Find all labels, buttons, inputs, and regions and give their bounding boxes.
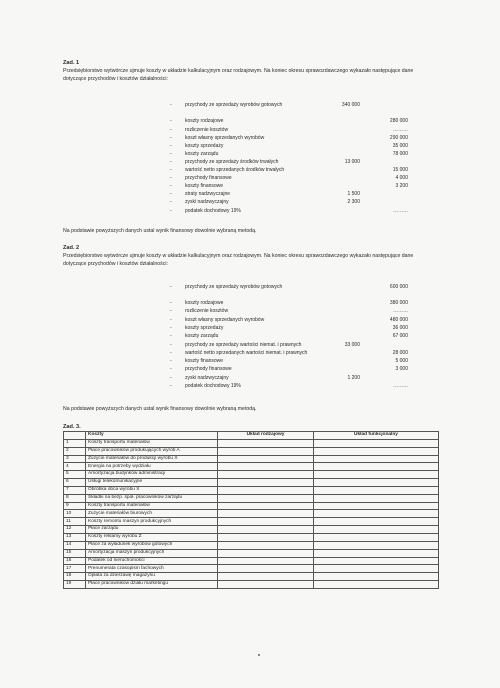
row-number: 18 [64, 573, 86, 581]
item-dash: - [170, 199, 172, 205]
table-row [64, 471, 439, 479]
item-a1: 33 000 [344, 342, 360, 348]
header-koszty: Koszty [86, 432, 218, 440]
item-a2: 600 000 [389, 284, 408, 290]
item-a1: 1 500 [347, 191, 360, 197]
table-row [64, 439, 439, 447]
table-row [64, 510, 439, 518]
row-uklad-rodzajowy-cell[interactable] [218, 573, 314, 581]
scan-speck [258, 654, 260, 656]
row-uklad-funkcjonalny-cell[interactable] [314, 455, 439, 463]
row-uklad-rodzajowy-cell[interactable] [218, 533, 314, 541]
row-cost-name: Płace za wyładunek wyrobów gotowych [86, 541, 218, 549]
row-uklad-rodzajowy-cell[interactable] [218, 455, 314, 463]
list-item [170, 134, 470, 142]
item-a2: 78 000 [392, 151, 408, 157]
row-number: 10 [64, 510, 86, 518]
row-uklad-funkcjonalny-cell[interactable] [314, 486, 439, 494]
item-a2: ……… [393, 308, 408, 314]
item-a2: 28 000 [392, 350, 408, 356]
row-number: 13 [64, 533, 86, 541]
list-item [170, 158, 470, 166]
row-cost-name: Koszty reklamy wyrobu Z [86, 533, 218, 541]
item-a2: 480 000 [389, 317, 408, 323]
row-uklad-rodzajowy-cell[interactable] [218, 526, 314, 534]
list-item [170, 142, 470, 150]
item-a2: 3 200 [395, 183, 408, 189]
item-a2: 290 000 [389, 135, 408, 141]
table-row [64, 573, 439, 581]
item-a2: ……… [393, 383, 408, 389]
list-item [170, 382, 470, 390]
row-cost-name: Opłata za dzierżawę magazynu [86, 573, 218, 581]
item-label: przychody finansowe [185, 175, 232, 181]
row-uklad-rodzajowy-cell[interactable] [218, 502, 314, 510]
header-number [64, 432, 86, 440]
item-a2: 5 000 [395, 358, 408, 364]
list-item [170, 349, 470, 357]
item-a1: 2 300 [347, 199, 360, 205]
row-cost-name: Usługi telekomunikacyjne [86, 479, 218, 487]
task1-intro: Przedsiębiorstwo wytwórcze ujmuje koszty w układzie kalkulacyjnym oraz rodzajowym. Na koniec okresu sprawozdawczego wykazało następujące dane dotyczące przychodów i kosztów działalności: [63, 68, 414, 82]
row-number: 6 [64, 479, 86, 487]
item-dash: - [170, 366, 172, 372]
table-header-row [64, 432, 439, 440]
list-item [170, 117, 470, 125]
row-number: 1 [64, 439, 86, 447]
table-row [64, 581, 439, 589]
item-dash: - [170, 350, 172, 356]
item-dash: - [170, 175, 172, 181]
task2-note: Na podstawie powyższych danych ustal wynik finansowy dowolnie wybraną metodą. [63, 406, 257, 412]
item-a2: 15 000 [392, 167, 408, 173]
item-label: wartość netto sprzedanych środków trwałych [185, 167, 285, 173]
list-item [170, 174, 470, 182]
table-row [64, 486, 439, 494]
item-label: zyski nadzwyczajny [185, 199, 229, 205]
item-dash: - [170, 358, 172, 364]
item-dash: - [170, 127, 172, 133]
item-label: straty nadzwyczajne [185, 191, 231, 197]
list-item [170, 341, 470, 349]
item-a2: 380 000 [389, 300, 408, 306]
row-uklad-rodzajowy-cell[interactable] [218, 581, 314, 589]
row-number: 19 [64, 581, 86, 589]
item-label: przychody ze sprzedaży środków trwałych [185, 159, 279, 165]
item-dash: - [170, 208, 172, 214]
row-number: 4 [64, 463, 86, 471]
row-cost-name: Obróbka obca wyrobu X [86, 486, 218, 494]
row-uklad-rodzajowy-cell[interactable] [218, 494, 314, 502]
list-item [170, 374, 470, 382]
item-dash: - [170, 167, 172, 173]
item-dash: - [170, 342, 172, 348]
table-row [64, 447, 439, 455]
row-uklad-funkcjonalny-cell[interactable] [314, 479, 439, 487]
item-dash: - [170, 191, 172, 197]
header-uklad-funkcjonalny: Układ funkcjonalny [314, 432, 439, 440]
row-number: 12 [64, 526, 86, 534]
item-label: koszty rodzajowe [185, 300, 224, 306]
row-uklad-funkcjonalny-cell[interactable] [314, 573, 439, 581]
item-label: przychody ze sprzedaży wyrobów gotowych [185, 102, 283, 108]
list-item [170, 182, 470, 190]
table-row [64, 502, 439, 510]
item-a1: 340 000 [341, 102, 360, 108]
row-number: 11 [64, 518, 86, 526]
row-uklad-funkcjonalny-cell[interactable] [314, 463, 439, 471]
item-dash: - [170, 300, 172, 306]
item-dash: - [170, 118, 172, 124]
item-label: koszty sprzedaży [185, 143, 224, 149]
list-item [170, 101, 470, 109]
item-a2: 280 000 [389, 118, 408, 124]
table-row [64, 494, 439, 502]
table-row [64, 533, 439, 541]
table-row [64, 541, 439, 549]
item-label: koszty zarządu [185, 333, 219, 339]
item-label: koszty zarządu [185, 151, 219, 157]
table-row [64, 557, 439, 565]
row-cost-name: Płace pracowników działu marketingu [86, 581, 218, 589]
item-dash: - [170, 102, 172, 108]
item-a2: 67 000 [392, 333, 408, 339]
row-uklad-rodzajowy-cell[interactable] [218, 463, 314, 471]
task3-title: Zad. 3. [63, 424, 81, 430]
table-row [64, 549, 439, 557]
row-number: 14 [64, 541, 86, 549]
row-cost-name: Prenumerata czasopism fachowych [86, 565, 218, 573]
row-uklad-rodzajowy-cell[interactable] [218, 439, 314, 447]
row-number: 16 [64, 557, 86, 565]
list-item [170, 207, 470, 215]
item-a2: 36 000 [392, 325, 408, 331]
item-label: przychody ze sprzedaży wartości niemat. i prawnych [185, 342, 302, 348]
list-item [170, 150, 470, 158]
row-uklad-funkcjonalny-cell[interactable] [314, 510, 439, 518]
row-number: 7 [64, 486, 86, 494]
item-label: przychody finansowe [185, 366, 232, 372]
item-label: rozliczenie kosztów [185, 127, 229, 133]
table-row [64, 455, 439, 463]
item-dash: - [170, 159, 172, 165]
row-cost-name: Amortyzacja budynków administracji [86, 471, 218, 479]
row-cost-name: Amortyzacja maszyn produkcyjnych [86, 549, 218, 557]
list-item [170, 332, 470, 340]
item-dash: - [170, 333, 172, 339]
row-uklad-funkcjonalny-cell[interactable] [314, 533, 439, 541]
item-dash: - [170, 151, 172, 157]
row-uklad-rodzajowy-cell[interactable] [218, 479, 314, 487]
row-number: 2 [64, 447, 86, 455]
row-uklad-rodzajowy-cell[interactable] [218, 518, 314, 526]
list-item [170, 299, 470, 307]
costs-table [63, 431, 439, 589]
item-dash: - [170, 383, 172, 389]
item-dash: - [170, 143, 172, 149]
item-dash: - [170, 375, 172, 381]
item-a1: 1 200 [347, 375, 360, 381]
table-row [64, 526, 439, 534]
row-uklad-funkcjonalny-cell[interactable] [314, 557, 439, 565]
row-uklad-rodzajowy-cell[interactable] [218, 549, 314, 557]
table-row [64, 518, 439, 526]
row-number: 3 [64, 455, 86, 463]
task2-title: Zad. 2 [63, 245, 80, 251]
item-label: koszty finansowe [185, 358, 224, 364]
list-item [170, 357, 470, 365]
item-dash: - [170, 317, 172, 323]
item-dash: - [170, 135, 172, 141]
row-uklad-rodzajowy-cell[interactable] [218, 541, 314, 549]
list-item [170, 190, 470, 198]
row-cost-name: Koszty remontu maszyn produkcyjnych [86, 518, 218, 526]
row-cost-name: Energia na potrzeby wydziału [86, 463, 218, 471]
costs-table-body [64, 439, 439, 588]
table-row [64, 479, 439, 487]
row-uklad-funkcjonalny-cell[interactable] [314, 565, 439, 573]
item-label: koszty rodzajowe [185, 118, 224, 124]
row-cost-name: Płace pracowników produkujących wyrób A [86, 447, 218, 455]
item-a1: 13 000 [344, 159, 360, 165]
row-uklad-funkcjonalny-cell[interactable] [314, 541, 439, 549]
task2-intro: Przedsiębiorstwo wytwórcze ujmuje koszty w układzie kalkulacyjnym oraz rodzajowym. Na koniec okresu sprawozdawczego wykazało następujące dane dotyczące przychodów i kosztów działalności: [63, 253, 414, 267]
item-dash: - [170, 308, 172, 314]
header-uklad-rodzajowy: Układ rodzajowy [218, 432, 314, 440]
list-item [170, 166, 470, 174]
row-number: 17 [64, 565, 86, 573]
item-dash: - [170, 284, 172, 290]
row-cost-name: Podatek od nieruchomości [86, 557, 218, 565]
item-label: przychody ze sprzedaży wyrobów gotowych [185, 284, 283, 290]
row-uklad-funkcjonalny-cell[interactable] [314, 471, 439, 479]
list-item [170, 324, 470, 332]
list-item [170, 126, 470, 134]
row-uklad-funkcjonalny-cell[interactable] [314, 526, 439, 534]
item-a2: ……… [393, 208, 408, 214]
item-a2: 35 000 [392, 143, 408, 149]
item-a2: 3 000 [395, 366, 408, 372]
item-dash: - [170, 325, 172, 331]
item-label: wartość netto sprzedanych wartości niemat. i prawnych [185, 350, 308, 356]
row-uklad-rodzajowy-cell[interactable] [218, 471, 314, 479]
item-label: podatek dochodowy 19% [185, 208, 241, 214]
item-label: koszt własny sprzedanych wyrobów [185, 135, 265, 141]
item-label: rozliczenie kosztów [185, 308, 229, 314]
row-number: 8 [64, 494, 86, 502]
item-label: zyski nadzwyczajny [185, 375, 229, 381]
item-label: koszty sprzedaży [185, 325, 224, 331]
item-a2: 4 000 [395, 175, 408, 181]
row-cost-name: Składki na bezp. społ. pracowników zarządu [86, 494, 218, 502]
table-row [64, 463, 439, 471]
row-cost-name: Koszty transportu materiałów [86, 439, 218, 447]
task1-note: Na podstawie powyższych danych ustal wynik finansowy dowolnie wybraną metodą. [63, 228, 257, 234]
row-uklad-funkcjonalny-cell[interactable] [314, 439, 439, 447]
list-item [170, 283, 470, 291]
row-number: 5 [64, 471, 86, 479]
table-row [64, 565, 439, 573]
row-uklad-rodzajowy-cell[interactable] [218, 447, 314, 455]
list-item [170, 307, 470, 315]
row-uklad-funkcjonalny-cell[interactable] [314, 581, 439, 589]
row-uklad-funkcjonalny-cell[interactable] [314, 518, 439, 526]
item-label: podatek dochodowy 19% [185, 383, 241, 389]
row-cost-name: Zużycie materiałów do produkcji wyrobu X [86, 455, 218, 463]
list-item [170, 316, 470, 324]
item-label: koszty finansowe [185, 183, 224, 189]
row-number: 15 [64, 549, 86, 557]
row-uklad-funkcjonalny-cell[interactable] [314, 447, 439, 455]
list-item [170, 365, 470, 373]
item-dash: - [170, 183, 172, 189]
row-cost-name: Zużycie materiałów biurowych [86, 510, 218, 518]
row-cost-name: Koszty transportu materiałów [86, 502, 218, 510]
row-number: 9 [64, 502, 86, 510]
row-uklad-rodzajowy-cell[interactable] [218, 565, 314, 573]
item-label: koszt własny sprzedanych wyrobów [185, 317, 265, 323]
row-uklad-funkcjonalny-cell[interactable] [314, 502, 439, 510]
task1-title: Zad. 1 [63, 60, 80, 66]
row-uklad-funkcjonalny-cell[interactable] [314, 549, 439, 557]
list-item [170, 198, 470, 206]
row-cost-name: Płace zarządu [86, 526, 218, 534]
row-uklad-rodzajowy-cell[interactable] [218, 557, 314, 565]
row-uklad-rodzajowy-cell[interactable] [218, 486, 314, 494]
row-uklad-rodzajowy-cell[interactable] [218, 510, 314, 518]
row-uklad-funkcjonalny-cell[interactable] [314, 494, 439, 502]
item-a2: ……… [393, 127, 408, 133]
